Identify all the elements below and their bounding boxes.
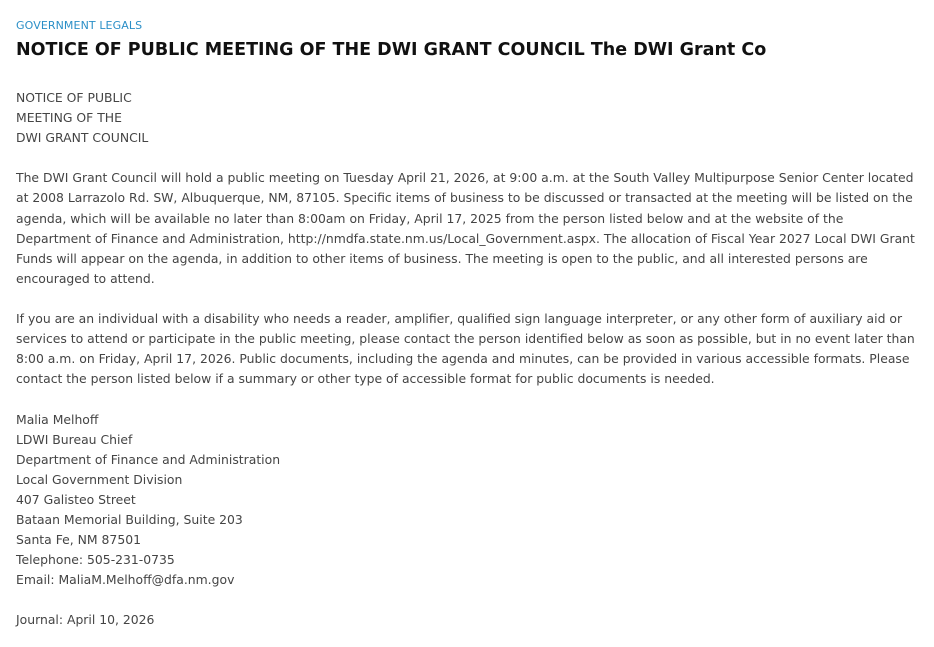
accessibility-paragraph: If you are an individual with a disability who needs a reader, amplifier, qualified sign language interpreter, or any other form of auxiliary aid or services to attend or participate in the public meeting, please contact the person identified below as soon as possible, but in no event later than 8:00 a.m. on Friday, April 17, 2026. Public documents, including the agenda and minutes, can be provided in various accessible formats. Please contact the person listed below if a summary or other type of accessible format for public documents is needed. [16, 311, 915, 387]
notice-title-line-1: NOTICE OF PUBLIC [16, 90, 132, 105]
notice-title-line-3: DWI GRANT COUNCIL [16, 130, 149, 146]
contact-name: Malia Melhoff [16, 411, 99, 427]
contact-email: Email: MaliaM.Melhoff@dfa.nm.gov [16, 572, 235, 588]
journal-date: Journal: April 10, 2026 [16, 612, 155, 628]
article-body [16, 88, 918, 631]
contact-telephone: Telephone: 505-231-0735 [16, 552, 175, 568]
meeting-details-paragraph: The DWI Grant Council will hold a public meeting on Tuesday April 21, 2026, at 9:00 a.m. at the South Valley Multipurpose Senior Center located at 2008 Larrazolo Rd. SW, Albuquerque, NM, 87105. Specific items of business to be discussed or transacted at the meeting will be listed on the agenda, which will be available no later than 8:00am on Friday, April 17, 2025 from the person listed below and at the website of the Department of Finance and Administration, http://nmdfa.state.nm.us/Local_Government.aspx. The allocation of Fiscal Year 2027 Local DWI Grant Funds will appear on the agenda, in addition to other items of business. The meeting is open to the public, and all interested persons are encouraged to attend. [16, 170, 915, 286]
contact-city: Santa Fe, NM 87501 [16, 532, 141, 548]
category-link[interactable]: GOVERNMENT LEGALS [16, 19, 143, 32]
article-headline: NOTICE OF PUBLIC MEETING OF THE DWI GRANT COUNCIL The DWI Grant Co [16, 40, 767, 60]
contact-division: Local Government Division [16, 471, 183, 487]
notice-title-line-2: MEETING OF THE [16, 110, 122, 126]
contact-department: Department of Finance and Administration [16, 451, 281, 467]
notice-title [16, 88, 918, 148]
contact-title: LDWI Bureau Chief [16, 431, 133, 447]
contact-street: 407 Galisteo Street [16, 491, 136, 507]
contact-block [16, 410, 918, 591]
contact-building: Bataan Memorial Building, Suite 203 [16, 511, 243, 527]
